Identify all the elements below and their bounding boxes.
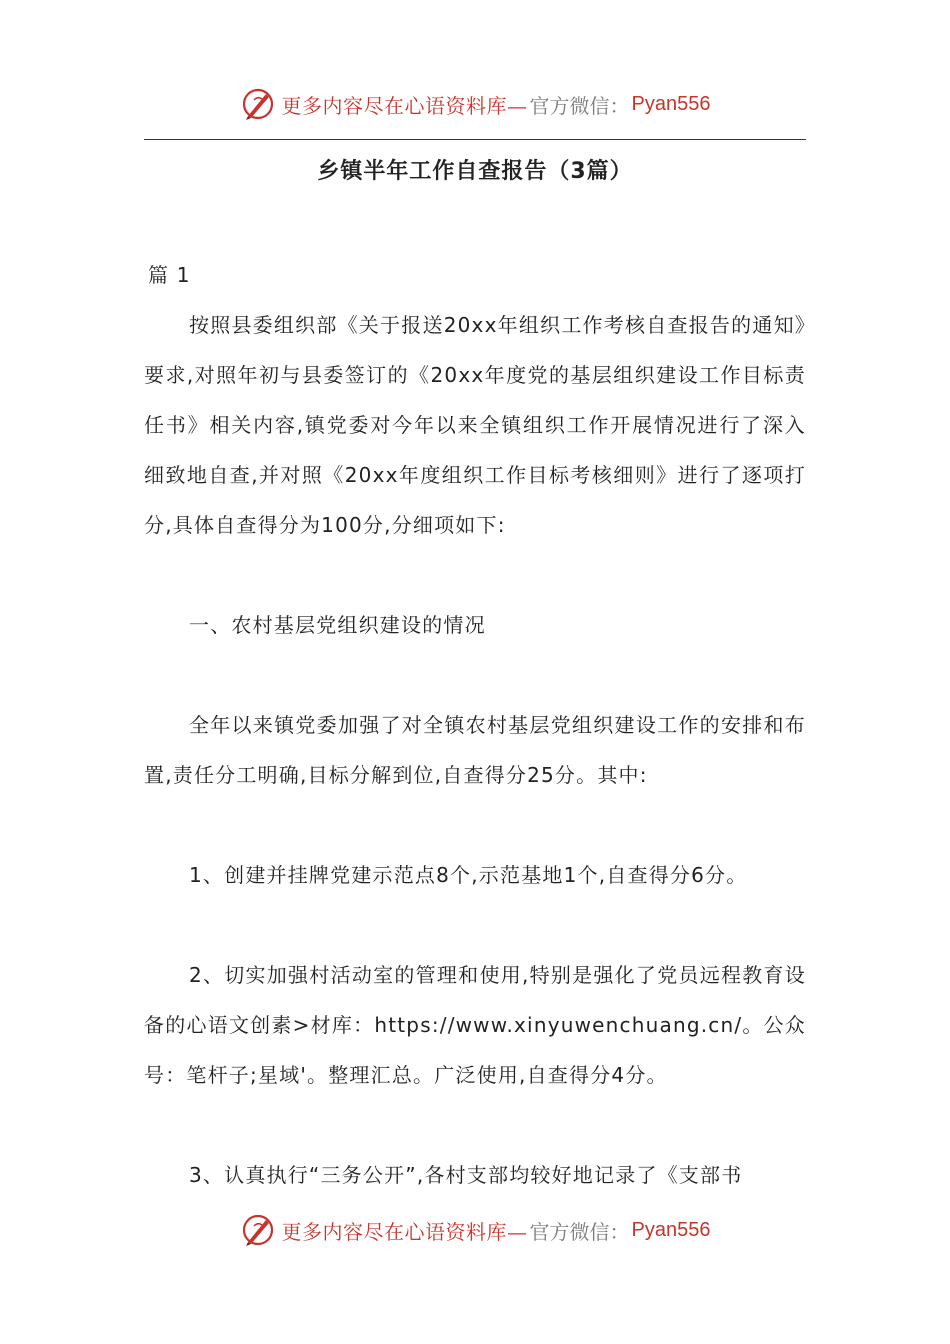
banner-slogan: 更多内容尽在心语资料库— xyxy=(281,93,528,118)
body-paragraph: 全年以来镇党委加强了对全镇农村基层党组织建设工作的安排和布置,责任分工明确,目标分解到位,自查得分25分。其中: xyxy=(144,713,806,787)
header-divider xyxy=(144,139,806,140)
paragraph-spacer xyxy=(144,550,806,600)
pen-logo-icon xyxy=(240,86,276,122)
paragraph-spacer xyxy=(144,800,806,850)
paragraph-spacer xyxy=(144,1100,806,1150)
document-title: 乡镇半年工作自查报告（3篇） xyxy=(317,159,633,184)
paragraph-spacer xyxy=(144,900,806,950)
banner-wechat-id: Pyan556 xyxy=(631,1218,711,1241)
banner-wechat-id: Pyan556 xyxy=(631,92,711,115)
document-body xyxy=(144,250,806,1200)
list-item-2: 2、切实加强村活动室的管理和使用,特别是强化了党员远程教育设备的心语文创素>材库：https://www.xinyuwenchuang.cn/。公众号：笔杆子;星域'。整理汇总。广泛使用,自查得分4分。 xyxy=(144,963,806,1087)
list-item-3: 3、认真执行“三务公开”,各村支部均较好地记录了《支部书 xyxy=(189,1163,743,1187)
banner-wechat-label: 官方微信： xyxy=(529,1219,630,1244)
banner-slogan: 更多内容尽在心语资料库— xyxy=(281,1219,528,1244)
section-heading: 一、农村基层党组织建设的情况 xyxy=(189,613,486,637)
header-watermark-banner xyxy=(0,84,950,124)
pen-logo-icon xyxy=(240,1212,276,1248)
intro-paragraph: 按照县委组织部《关于报送20xx年组织工作考核自查报告的通知》要求,对照年初与县委签订的《20xx年度党的基层组织建设工作目标责任书》相关内容,镇党委对今年以来全镇组织工作开展情况进行了深入细致地自查,并对照《20xx年度组织工作目标考核细则》进行了逐项打分,具体自查得分为100分,分细项如下: xyxy=(144,313,806,537)
banner-wechat-label: 官方微信： xyxy=(529,93,630,118)
section-label: 篇 1 xyxy=(148,263,191,287)
footer-watermark-banner xyxy=(0,1210,950,1250)
list-item-1: 1、创建并挂牌党建示范点8个,示范基地1个,自查得分6分。 xyxy=(189,863,748,887)
paragraph-spacer xyxy=(144,650,806,700)
